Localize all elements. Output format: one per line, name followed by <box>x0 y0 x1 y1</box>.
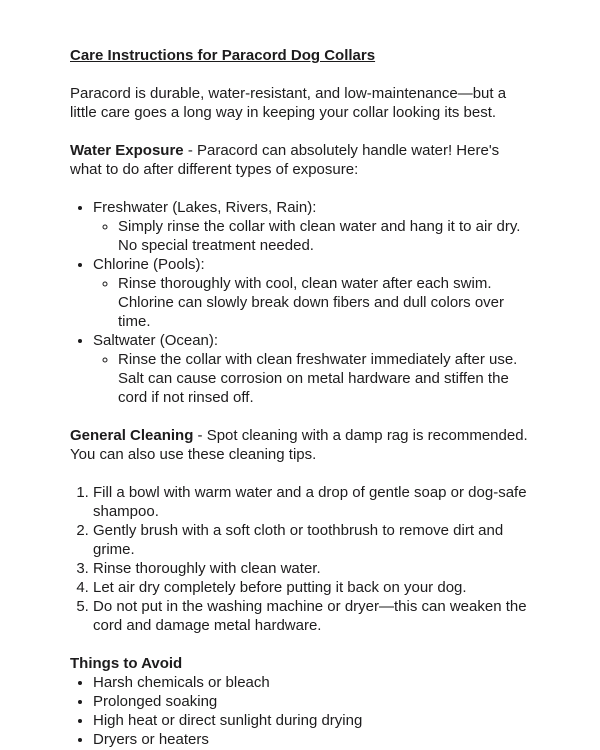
cleaning-steps-list <box>70 483 532 635</box>
sub-list-item <box>118 217 532 255</box>
sub-list-item-text: Simply rinse the collar with clean water and hang it to air dry. No special treatment needed. <box>118 218 521 254</box>
water-exposure-list <box>70 198 532 407</box>
water-exposure-paragraph <box>70 141 532 179</box>
things-to-avoid-list <box>70 673 532 749</box>
things-to-avoid-heading: Things to Avoid <box>70 655 183 672</box>
sub-list-item <box>118 274 532 331</box>
list-item-label: Chlorine (Pools): <box>93 256 205 273</box>
document-title: Care Instructions for Paracord Dog Collars <box>70 47 376 64</box>
cleaning-step-text: Do not put in the washing machine or dryer—this can weaken the cord and damage metal hardware. <box>93 598 527 634</box>
sub-list-item-text: Rinse thoroughly with cool, clean water after each swim. Chlorine can slowly break down fibers and dull colors over time. <box>118 275 505 330</box>
avoid-item <box>93 711 532 730</box>
sub-list-item <box>118 350 532 407</box>
list-item-label: Saltwater (Ocean): <box>93 332 219 349</box>
water-exposure-heading: Water Exposure <box>70 142 184 159</box>
avoid-item <box>93 673 532 692</box>
list-item-freshwater <box>93 198 532 255</box>
cleaning-step <box>93 483 532 521</box>
general-cleaning-heading: General Cleaning <box>70 427 194 444</box>
list-item-chlorine <box>93 255 532 331</box>
cleaning-step-text: Fill a bowl with warm water and a drop of gentle soap or dog-safe shampoo. <box>93 484 527 520</box>
avoid-item-text: Harsh chemicals or bleach <box>93 674 270 691</box>
cleaning-step <box>93 521 532 559</box>
cleaning-step <box>93 578 532 597</box>
list-item-label: Freshwater (Lakes, Rivers, Rain): <box>93 199 317 216</box>
avoid-item <box>93 730 532 749</box>
avoid-item <box>93 692 532 711</box>
sub-list-item-text: Rinse the collar with clean freshwater immediately after use. Salt can cause corrosion on metal hardware and stiffen the cord if not rinsed off. <box>118 351 518 406</box>
general-cleaning-paragraph <box>70 426 532 464</box>
general-cleaning-text: - Spot cleaning with a damp rag is recommended. You can also use these cleaning tips. <box>70 427 528 463</box>
avoid-item-text: Prolonged soaking <box>93 693 218 710</box>
chlorine-sub-list <box>93 274 532 331</box>
cleaning-step-text: Let air dry completely before putting it back on your dog. <box>93 579 467 596</box>
list-item-saltwater <box>93 331 532 407</box>
avoid-item-text: Dryers or heaters <box>93 731 209 748</box>
saltwater-sub-list <box>93 350 532 407</box>
cleaning-step <box>93 559 532 578</box>
intro-paragraph: Paracord is durable, water-resistant, and low-maintenance—but a little care goes a long way in keeping your collar looking its best. <box>70 85 507 121</box>
freshwater-sub-list <box>93 217 532 255</box>
water-exposure-text: - Paracord can absolutely handle water! Here's what to do after different types of exposure: <box>70 142 500 178</box>
title-row <box>70 46 532 65</box>
avoid-item-text: High heat or direct sunlight during drying <box>93 712 363 729</box>
cleaning-step-text: Rinse thoroughly with clean water. <box>93 560 321 577</box>
cleaning-step-text: Gently brush with a soft cloth or toothbrush to remove dirt and grime. <box>93 522 504 558</box>
cleaning-step <box>93 597 532 635</box>
